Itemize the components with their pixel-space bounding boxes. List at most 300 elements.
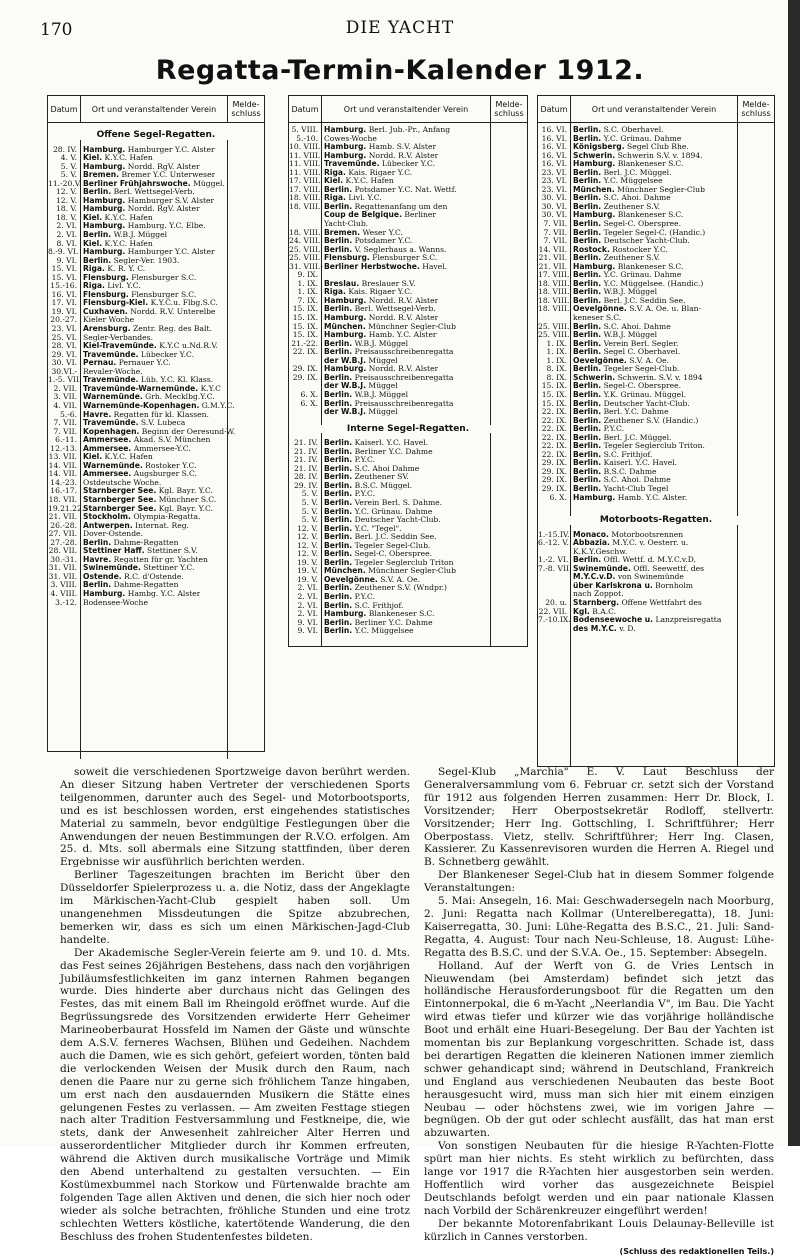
row-date: 2. VII. (53, 384, 77, 393)
row-date: 25. VIII. (538, 331, 570, 340)
row-date: 2. VI. (56, 231, 77, 240)
row-date: 16. VI. (541, 134, 567, 143)
calendar-row (48, 393, 264, 402)
calendar-row (538, 237, 774, 246)
row-date: 3. VIII. (50, 581, 77, 590)
row-date: 5. V. (301, 498, 318, 507)
row-date (538, 573, 570, 582)
row-entry: Antwerpen. Internat. Reg. (83, 521, 189, 530)
row-entry: Berlin. W.B.J. Müggel (573, 331, 658, 340)
row-entry: Kiel. K.Y.C. Hafen (324, 177, 394, 186)
calendar-row (48, 180, 264, 189)
row-entry: der W.B.J. Müggel (324, 356, 398, 365)
row-date: 2. VI. (297, 601, 318, 610)
paragraph: Holland. Auf der Werft von G. de Vries Lentsch in Nieuwendam (bei Amsterdam) befindet sich jetzt das holländische Herausforderungsboot für die Regatten um den Eintonnerpokal, die 6 m-Yacht „Neerlandia V", im Bau. Die Yacht wird etwas tiefer und kürzer wie das vorjährige holländische Boot und erhält eine Huari-Besegelung. Der Bau der Yachten ist momentan bis zur Beplankung vorgeschritten. Schade ist, dass bei derartigen Regatten die kleineren Nationen immer ziemlich schwer gehandicapt sind; während in Deutschland, Frankreich und England aus verschiedenen Neubauten das beste Boot herausgesucht wird, muss man sich hier mit einem einzigen Neubau — oder höchstens zwei, wie im vorigen Jahre — begnügen. Ob der gut oder schlecht ausfällt, das hat man erst abzuwarten. (424, 959, 774, 1140)
row-date: 25. VIII. (538, 322, 570, 331)
calendar-column-3 (537, 95, 775, 767)
calendar-row (289, 237, 527, 246)
calendar-row (289, 169, 527, 178)
page-number: 170 (40, 20, 73, 40)
header-date: Datum (289, 96, 322, 122)
calendar-row (538, 220, 774, 229)
calendar-row (538, 565, 774, 574)
calendar-row (538, 203, 774, 212)
table-body (289, 123, 527, 646)
row-date: 21. VII. (538, 254, 567, 263)
row-date: 7. IX. (297, 296, 318, 305)
row-entry: Ammersee. Augsburger S.C. (83, 470, 197, 479)
calendar-row (48, 197, 264, 206)
row-entry: Berlin. Deutscher Yacht-Club. (573, 237, 690, 246)
page-title: Regatta-Termin-Kalender 1912. (155, 55, 645, 86)
calendar-row (48, 265, 264, 274)
calendar-row (48, 308, 264, 317)
calendar-row (289, 126, 527, 135)
row-entry: Berlin. Y.C. Grünau. Dahme (324, 507, 433, 516)
calendar-row (289, 288, 527, 297)
row-date: 7. VII. (53, 427, 77, 436)
calendar-row (289, 439, 527, 448)
calendar-row (538, 476, 774, 485)
row-date: 17. VIII. (289, 185, 321, 194)
calendar-row (289, 357, 527, 366)
row-date: 18. VIII. (289, 194, 321, 203)
row-date: 22. IX. (541, 442, 567, 451)
row-date (538, 548, 570, 557)
row-date: 22. VII. (538, 607, 567, 616)
row-date: 19. V. (296, 575, 318, 584)
calendar-row (538, 135, 774, 144)
row-entry: Berlin. Segel-C. Oberspree. (573, 220, 682, 229)
row-date: 1. IX. (546, 356, 567, 365)
row-entry: Breslau. Breslauer S.V. (324, 279, 416, 288)
row-entry: Kopenhagen. Beginn der Oeresund-W. (83, 427, 236, 436)
calendar-row (289, 280, 527, 289)
calendar-row (48, 334, 264, 343)
row-date: 20.-27. (50, 316, 77, 325)
row-entry: K.K.Y.Geschw. (573, 547, 628, 556)
row-date: 5. V. (301, 507, 318, 516)
row-entry: Berlin. Y.C. Müggelsee (573, 177, 663, 186)
paragraph: Von sonstigen Neubauten für die hiesige R-Yachten-Flotte spürt man hier nichts. Es steht wirklich zu befürchten, dass lange vor 1917 die R-Yachten hier ausgestorben sein werden. Hoffentlich wird vorher das ausgezeichnete Beispiel Deutschlands befolgt werden und ein paar nationale Klassen nach Vorbild der Schärenkreuzer eingeführt werden! (424, 1140, 774, 1217)
row-date: 5. VIII. (291, 126, 318, 134)
row-date: 12. V. (296, 550, 318, 559)
row-date: 28. IV. (52, 145, 77, 154)
paragraph: Segel-Klub „Marchia" E. V. Laut Beschluss der Generalversammlung vom 6. Februar cr. setzt sich der Vorstand für 1912 aus folgenden Herren zusammen: Herr Dr. Block, I. Vorsitzender; Herr Oberpostsekretär Rodloff, stellvertr. Vorsitzender; Herr Ing. Gottschling, I. Schriftführer; Herr Oberpostass. Vietz, stellv. Schriftführer; Herr Ing. Clasen, Kassierer. Zu Kassenrevisoren wurden die Herren A. Riegel und B. Schnetberg gewählt. (424, 766, 774, 869)
row-date (538, 582, 570, 591)
row-entry: Berlin. S.C. Frithjof. (324, 601, 404, 610)
row-entry: Kiel. K.Y.C. Hafen (83, 453, 153, 462)
calendar-row (289, 263, 527, 272)
row-date: 16. VI. (541, 143, 567, 152)
row-entry: Kiel. K.Y.C. Hafen (83, 239, 153, 248)
calendar-row (538, 374, 774, 383)
row-date: 23. VI. (541, 168, 567, 177)
row-entry: Berlin. Segler-Ver. 1903. (83, 256, 180, 265)
row-entry: Berlin. Berl. J.C. Seddin See. (573, 296, 686, 305)
row-date: 14.-23. (50, 478, 77, 487)
row-date: 21. IV. (293, 439, 318, 448)
calendar-row (48, 188, 264, 197)
row-date: 18. VIII. (538, 296, 570, 305)
calendar-row (48, 539, 264, 548)
row-entry: Berlin. Dahme-Regatten (83, 581, 179, 590)
header-meld: Melde-schluss (741, 100, 771, 118)
calendar-row (289, 382, 527, 391)
row-entry: Berlin. P.Y.C. (573, 425, 624, 434)
calendar-row (538, 590, 774, 599)
row-date: 12. V. (55, 188, 77, 197)
calendar-row (538, 177, 774, 186)
calendar-row (538, 531, 774, 540)
calendar-row (538, 616, 774, 625)
row-date (289, 211, 321, 220)
calendar-row (538, 211, 774, 220)
row-entry: Yacht-Club. (324, 220, 369, 229)
calendar-row (48, 470, 264, 479)
calendar-row (289, 400, 527, 409)
row-entry: Oevelgönne. S.V. A. Oe. (324, 575, 420, 584)
row-date: 19. V. (296, 558, 318, 567)
calendar-row (48, 214, 264, 223)
row-entry: Berlin. Tegeler Seglerclub Triton. (573, 442, 705, 451)
calendar-row (289, 542, 527, 551)
row-entry: Berlin. W.B.J. Müggel (83, 231, 168, 240)
row-date: 26.-28. (50, 521, 77, 530)
row-entry: Berlin. S.C. Oberhavel. (573, 126, 664, 134)
row-date: 22. IX. (541, 425, 567, 434)
row-date (289, 382, 321, 391)
calendar-row (289, 177, 527, 186)
paragraph: Der Blankeneser Segel-Club hat in diesem Sommer folgende Veranstaltungen: (424, 869, 774, 895)
calendar-row (538, 186, 774, 195)
calendar-row (538, 314, 774, 323)
row-date: 29. IX. (541, 476, 567, 485)
row-entry: Warnemünde-Kopenhagen. G.M.Y.C. (83, 401, 235, 410)
row-date: 15. VI. (51, 265, 77, 274)
row-date: 7. VII. (53, 419, 77, 428)
row-entry: Schwerin. Schwerin S.V. v. 1894. (573, 151, 703, 160)
calendar-row (538, 280, 774, 289)
row-date: 29. IX. (541, 484, 567, 493)
calendar-row (538, 126, 774, 135)
row-date: 15. IX. (292, 322, 318, 331)
row-entry: über Karlskrona u. Bornholm (573, 581, 693, 590)
calendar-row (289, 365, 527, 374)
row-entry: Travemünde. Lübecker Y.C. (83, 350, 195, 359)
row-entry: Revaler-Woche. (83, 367, 143, 376)
calendar-row (289, 408, 527, 417)
calendar-row (48, 231, 264, 240)
calendar-row (48, 274, 264, 283)
table-header (289, 96, 527, 123)
calendar-row (289, 254, 527, 263)
row-date: 4. V. (60, 154, 77, 163)
row-entry: der W.B.J. Müggel (324, 382, 398, 391)
row-entry: Hamburg. Hamburger Y.C. Alster (83, 248, 215, 257)
calendar-row (48, 402, 264, 411)
calendar-row (538, 331, 774, 340)
calendar-row (538, 468, 774, 477)
row-entry: Berlin. S.C. Frithjof. (573, 450, 653, 459)
calendar-row (538, 485, 774, 494)
row-date (289, 408, 321, 417)
row-date: 18. V. (55, 205, 77, 214)
calendar-row (48, 385, 264, 394)
calendar-row (289, 220, 527, 229)
row-date: 14. VII. (48, 470, 77, 479)
calendar-row (48, 316, 264, 325)
row-date: 21. VII. (538, 262, 567, 271)
row-date: 4. VIII. (50, 589, 77, 598)
row-entry: Berlin. Preisausschreibenregatta (324, 348, 454, 357)
row-entry: Swinemünde. Stettiner Y.C. (83, 564, 195, 573)
row-entry: Hamburg. Blankeneser S.C. (324, 610, 435, 619)
row-date: 29. IX. (541, 459, 567, 468)
row-date: 1.-5. VII. (48, 376, 82, 385)
row-date: 25. VIII. (289, 254, 321, 263)
row-date: 15. IX. (292, 314, 318, 323)
page-edge (788, 0, 800, 1146)
row-entry: Berlin. Preisausschreibenregatta (324, 399, 454, 408)
row-entry: Berlin. Deutscher Yacht-Club. (324, 516, 441, 525)
row-date: 18. VIII. (538, 288, 570, 297)
row-date: 12. V. (55, 196, 77, 205)
row-entry: Berliner Frühjahrswoche. Müggel. (83, 179, 225, 188)
calendar-row (538, 348, 774, 357)
row-entry: Berlin. Zeuthener SV. (324, 473, 409, 482)
calendar-row (289, 211, 527, 220)
table-body (48, 131, 264, 759)
row-entry: Berlin. Segel-C. Oberspree. (324, 550, 433, 559)
calendar-row (289, 533, 527, 542)
row-entry: Coup de Belgique. Berliner (324, 211, 436, 220)
row-entry: Bodenseewoche u. Lanzpreisregatta (573, 616, 722, 625)
row-entry: Cowes-Woche (324, 134, 377, 143)
calendar-row (538, 417, 774, 426)
calendar-row (538, 323, 774, 332)
row-date: 17. VIII. (538, 271, 570, 280)
calendar-row (289, 516, 527, 525)
row-date: 15. IX. (541, 390, 567, 399)
row-date: 2. VI. (297, 610, 318, 619)
calendar-row (289, 593, 527, 602)
row-date: 15. IX. (292, 331, 318, 340)
calendar-row (538, 391, 774, 400)
row-date: 30. VI. (51, 359, 77, 368)
calendar-row (289, 448, 527, 457)
row-entry: Starnberger See. Kgl. Bayr. Y.C. (83, 487, 213, 496)
row-entry: Berlin. Berl. Wettsegel-Verb. (324, 305, 436, 314)
row-entry: Travemünde-Warnemünde. K.Y.C (83, 384, 221, 393)
calendar-row (289, 391, 527, 400)
row-entry: Oevelgönne. S.V. A. Oe. u. Blan- (573, 305, 702, 314)
row-date: 27.-28. (50, 538, 77, 547)
row-date: 31. VIII.- (289, 262, 323, 271)
row-entry: Ammersee. Ammersee-Y.C. (83, 444, 191, 453)
row-date: 29. IX. (541, 467, 567, 476)
calendar-row (289, 473, 527, 482)
calendar-row (48, 599, 264, 608)
row-date: 12. V. (296, 541, 318, 550)
row-date: 28. VII. (48, 547, 77, 556)
row-entry: Berlin. Regattenanfang um den (324, 202, 448, 211)
calendar-row (289, 323, 527, 332)
calendar-column-2 (288, 95, 528, 647)
calendar-row (538, 425, 774, 434)
row-entry: Monaco. Motorbootsrennen (573, 530, 684, 539)
row-date: 5. V. (60, 171, 77, 180)
row-entry: Travemünde. Lüb. Y.C. Kl. Klass. (83, 376, 214, 385)
row-date: 30. VI. (541, 194, 567, 203)
row-date: 29. IX. (292, 373, 318, 382)
row-date: 30. VI. (541, 211, 567, 220)
row-entry: Berlin. S.C. Ahoi. Dahme (573, 322, 671, 331)
calendar-row (289, 152, 527, 161)
row-entry: Hamburg. Hamburger Y.C. Alster (83, 145, 215, 154)
row-date: 22. IX. (541, 408, 567, 417)
calendar-row (538, 263, 774, 272)
calendar-row (48, 411, 264, 420)
row-entry: Hamburg. Nordd. RgV. Alster (83, 162, 200, 171)
calendar-row (538, 382, 774, 391)
row-entry: Dover-Ostende. (83, 530, 143, 539)
calendar-row (48, 368, 264, 377)
calendar-row (289, 499, 527, 508)
section-title: Motorboots-Regatten. (538, 516, 774, 525)
row-entry: Berlin. Segel C. Oberhavel. (573, 348, 681, 357)
row-entry: Berlin. P.Y.C. (324, 592, 375, 601)
row-entry: Berlin. Kaiserl. Y.C. Havel. (573, 459, 678, 468)
paragraph: 5. Mai: Ansegeln, 16. Mai: Geschwadersegeln nach Moorburg, 2. Juni: Regatta nach Kollmar (Unterelberegatta), 18. Juni: Kaiserregatta, 30. Juni: Lühe-Regatta des B.S.C., 21. Juli: Sand-Regatta, 4. August: Tour nach Neu-Schleuse, 18. August: Lühe-Regatta des B.S.C. und der S.V.A. Oe., 15. September: Absegeln. (424, 895, 774, 959)
row-date: 12. V. (296, 533, 318, 542)
calendar-row (48, 581, 264, 590)
row-entry: Berlin. Preisausschreibenregatta (324, 373, 454, 382)
calendar-row (48, 351, 264, 360)
row-entry: nach Zoppot. (573, 590, 624, 599)
calendar-row (289, 610, 527, 619)
row-date: 5. V. (60, 162, 77, 171)
row-date: 27. VII. (48, 530, 77, 539)
row-entry: Starnberger See. Münchner S.C. (83, 495, 217, 504)
calendar-row (289, 194, 527, 203)
row-date: 21. VII. (48, 513, 77, 522)
row-entry: Berlin. Y.C. "Tegel". (324, 524, 402, 533)
row-date: 1. IX. (546, 339, 567, 348)
row-date: 2. VI. (297, 592, 318, 601)
calendar-row (48, 445, 264, 454)
row-entry: Berlin. Zeuthener S.V. (573, 202, 661, 211)
row-date: 19. VI. (51, 307, 77, 316)
row-entry: Bodensee-Woche (83, 598, 148, 607)
row-date: 20. u. (545, 598, 567, 607)
row-date: 8. VI. (56, 239, 77, 248)
row-entry: Flensburg. Flensburger S.C. (324, 254, 438, 263)
table-header (538, 96, 774, 123)
row-date: 7. VII. (543, 228, 567, 237)
calendar-row (289, 482, 527, 491)
calendar-row (538, 143, 774, 152)
row-date: 8. IX. (546, 365, 567, 374)
calendar-row (48, 342, 264, 351)
row-entry: Kiel. K.Y.C. Hafen (83, 154, 153, 163)
calendar-row (289, 305, 527, 314)
row-entry: Berlin. Zeuthener S.V. (Wndpr.) (324, 584, 448, 593)
calendar-row (538, 229, 774, 238)
calendar-row (538, 625, 774, 634)
row-date: 17. VIII. (289, 177, 321, 186)
row-entry: Hamburg. Nordd. R.V. Alster (324, 151, 439, 160)
calendar-row (538, 288, 774, 297)
row-date: 21.-22. (291, 339, 318, 348)
calendar-row (289, 456, 527, 465)
calendar-row (289, 135, 527, 144)
row-entry: Kiel. K.Y.C. Hafen (83, 213, 153, 222)
row-date: 11. VIII. (289, 151, 321, 160)
row-entry: Berlin. Yacht-Club Tegel (573, 484, 669, 493)
row-date: 3.-12. (55, 598, 77, 607)
row-date: 18. V. (55, 213, 77, 222)
row-entry: Havre. Regatten für gr. Yachten (83, 555, 208, 564)
row-date: 2. VI. (56, 222, 77, 231)
calendar-row (48, 291, 264, 300)
row-entry: M.Y.C.v.D. von Swinemünde (573, 573, 684, 582)
row-date: 9. VI. (297, 627, 318, 636)
calendar-row (289, 567, 527, 576)
row-date: 21. IV. (293, 456, 318, 465)
calendar-row (538, 459, 774, 468)
row-entry: Flensburg. Flensburger S.C. (83, 290, 197, 299)
calendar-row (289, 314, 527, 323)
row-date: 21. IV. (293, 464, 318, 473)
row-entry: Berlin. Dahme-Regatten (83, 538, 179, 547)
calendar-row (538, 152, 774, 161)
row-entry: Berlin. Potsdamer Y.C. Nat. Wettf. (324, 185, 457, 194)
calendar-row (289, 627, 527, 636)
row-date: 29. VI. (51, 350, 77, 359)
row-entry: Hamburg. Nordd. RgV. Alster (83, 205, 200, 214)
row-entry: Hamburg. Hamb. Y.C. Alster. (573, 493, 688, 502)
calendar-row (538, 271, 774, 280)
row-date: 9. IX. (297, 271, 318, 280)
row-entry: Hamburg. Hamburger S.V. Alster (83, 196, 215, 205)
calendar-row (48, 590, 264, 599)
row-date: 31. VII. (48, 572, 77, 581)
row-entry: keneser S.C. (573, 314, 622, 323)
row-date: 28. VI. (51, 342, 77, 351)
row-entry: Hamburg. Blankeneser S.C. (573, 262, 684, 271)
row-date: 9. VI. (297, 618, 318, 627)
row-entry: Oevelgönne. S.V. A. Oe. (573, 356, 669, 365)
calendar-row (48, 419, 264, 428)
row-entry: Kgl. B.A.C. (573, 607, 617, 616)
row-date (289, 357, 321, 366)
row-entry: Berlin. Berl. Y.C. Dahme (573, 408, 669, 417)
row-date: 6. X. (300, 399, 318, 408)
calendar-row (289, 576, 527, 585)
calendar-row (289, 246, 527, 255)
row-entry: Bremen. Bremer Y.C. Unterweser (83, 171, 216, 180)
row-entry: Flensburg-Kiel. K.Y.C.u. Flbg.S.C. (83, 299, 218, 308)
calendar-row (48, 513, 264, 522)
row-entry: Berlin. W.B.J. Müggel (324, 390, 409, 399)
row-entry: Schwerin. Schwerin. S.V. v. 1894 (573, 373, 703, 382)
calendar-row (538, 442, 774, 451)
row-date (289, 220, 321, 229)
row-entry: Warnemünde. Grh. Mecklbg.Y.C. (83, 393, 215, 402)
row-entry: Havre. Regatten für kl. Klassen. (83, 410, 209, 419)
row-entry: Ammersee. Akad. S.V. München (83, 436, 211, 445)
